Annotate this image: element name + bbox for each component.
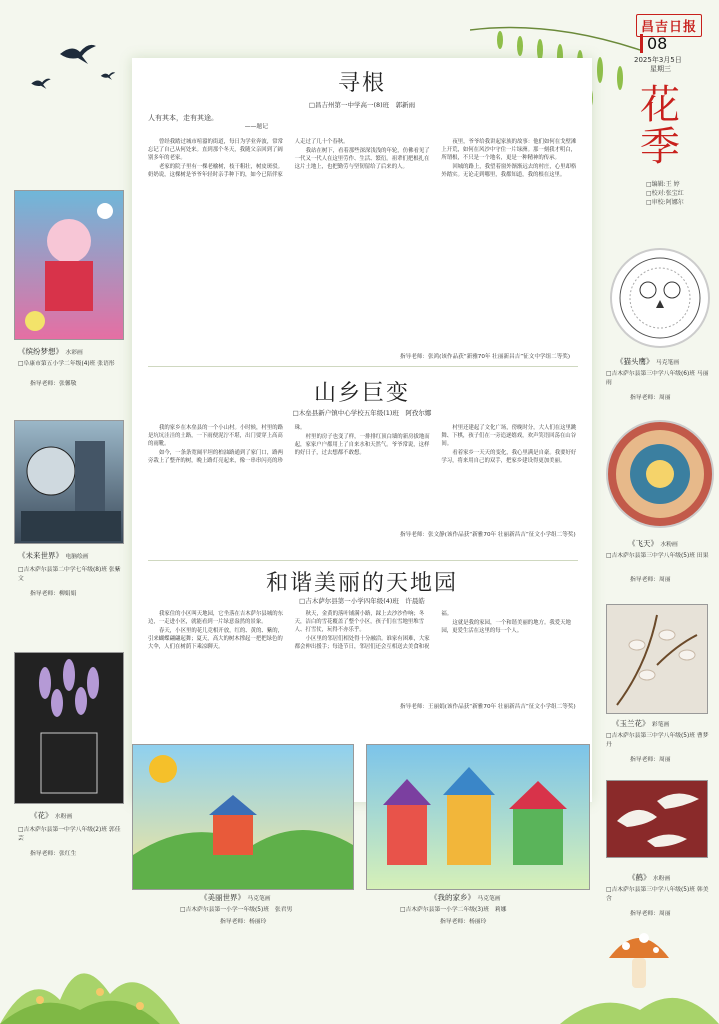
paragraph: 夜里，爷爷给我讲起家族的故事：他们如何在戈壁滩上开荒，如何在风沙中守住一片绿洲。那一刻我才明白，所谓根，不只是一个地名，更是一种精神的传承。 — [441, 139, 577, 161]
page-number: 08 — [640, 34, 667, 53]
artwork-medium: 水粉画 — [652, 876, 671, 882]
article-byline: □吉木萨尔县第一小学四年级(4)班 许晨皓 — [299, 597, 425, 605]
masthead-logo: 昌吉日报 — [636, 14, 702, 37]
artwork-tutor: 指导老师：杨丽玲 — [220, 919, 267, 925]
editor-credits — [646, 180, 684, 207]
artwork-author: □吉木萨尔县第三中学八年级(5)班 韩美含 — [606, 887, 709, 902]
artwork-author: □吉木萨尔县第三中学八年级(5)班 曹梦丹 — [606, 733, 709, 748]
article-tutor: 指导老师：张鸿(该作品获“新雅70年 壮丽新昌吉”征文中学组二等奖) — [400, 354, 571, 360]
artwork-medium: 彩笔画 — [651, 722, 670, 728]
artwork-image — [366, 744, 590, 890]
editor-line: □审校:阿娜尔 — [646, 199, 684, 206]
paragraph: 老家的院子里有一棵老榆树，枝干粗壮，树皮斑驳。奶奶说，这棵树是爷爷年轻时亲手种下的，如今已陪伴家人走过了几十个春秋。 — [148, 139, 349, 178]
artwork-tutor: 指导老师：杨丽玲 — [440, 919, 487, 925]
artwork-title: 《花》 — [30, 811, 53, 820]
swallow-icon — [58, 40, 98, 66]
artwork-image — [606, 420, 714, 528]
artwork-caption — [628, 538, 718, 550]
artwork-caption — [616, 356, 716, 368]
artwork-author: □吉木萨尔县第一小学二年级(3)班 莉娜 — [400, 907, 507, 913]
artwork-caption — [200, 892, 320, 904]
artwork-image — [14, 190, 124, 340]
artwork-tutor: 指导老师：张馨敬 — [30, 381, 77, 387]
artwork-caption — [430, 892, 550, 904]
artwork-medium: 水粉画 — [54, 814, 73, 820]
issue-date: 2025年3月5日 — [634, 56, 682, 64]
article-body — [148, 424, 578, 528]
artwork-title: 《玉兰花》 — [612, 719, 650, 728]
artwork-image — [14, 420, 124, 544]
artwork-title: 《猫头鹰》 — [616, 357, 654, 366]
paragraph: 看着家乡一天天的变化，我心里满是自豪。我要好好学习，将来用自己的双手，把家乡建设得更加美丽。 — [441, 450, 577, 464]
paragraph: 如今，一条条宽阔平坦的柏油路通到了家门口，路两旁栽上了整齐的树，晚上路灯亮起来，像一串串闪亮的珍珠。 — [148, 425, 306, 464]
artwork-tutor: 指导老师：柳娟娟 — [30, 591, 77, 597]
artwork-medium: 水彩画 — [65, 350, 83, 356]
paragraph: 我家住的小区叫天地园，它坐落在吉木萨尔县城的东边，一走进小区，就能看到一片绿意盎然的景象。 — [148, 611, 283, 625]
artwork-image — [606, 604, 708, 714]
artwork-caption — [30, 810, 130, 822]
grass-icon — [0, 930, 180, 1024]
paragraph: 春天，小区里的花儿竞相开放，红的、黄的、紫的，引来蝴蝶翩翩起舞；夏天，高大的树木撑起一把把绿色的大伞，人们在树荫下乘凉聊天。 — [148, 628, 283, 650]
artwork-author: □阜康市第五小学二年级(4)班 张语彤 — [18, 361, 115, 367]
artwork-caption — [628, 872, 718, 884]
paragraph: 我的家乡在木垒县的一个小山村。小时候，村里的路是坑坑洼洼的土路，一下雨便泥泞不堪，出门要穿上高高的雨靴。 — [148, 425, 283, 447]
artwork-title: 《未来世界》 — [18, 551, 63, 560]
artwork-medium: 水粉画 — [660, 542, 678, 548]
artwork-caption — [18, 550, 128, 562]
article-tutor: 指导老师：王丽娟(该作品获“新雅70年 壮丽新昌吉”征文小学组二等奖) — [400, 704, 576, 710]
artwork-image — [14, 652, 124, 804]
artwork-image — [606, 780, 708, 858]
article-title: 寻根 — [337, 71, 386, 96]
artwork-title: 《缤纷梦想》 — [18, 347, 63, 356]
artwork-medium: 电脑绘画 — [65, 554, 89, 560]
paragraph: 这就是我的家园，一个和谐美丽的地方。我爱天地园，更爱生活在这里的每一个人。 — [441, 620, 571, 634]
artwork-medium: 马克笔画 — [477, 896, 501, 902]
article-body — [148, 138, 578, 350]
article-byline: □昌吉州第一中学高一(8)班 郭新雨 — [308, 101, 416, 109]
section-title: 花季 — [640, 82, 680, 170]
artwork-image — [610, 248, 710, 348]
artwork-title: 《鹤》 — [628, 873, 651, 882]
paragraph: 小区里的邻居们相处得十分融洽。谁家有困难，大家都会伸出援手；每逢节日，邻居们还会互相送去美食和祝福。 — [294, 611, 453, 650]
article-title: 和谐美丽的天地园 — [265, 571, 458, 596]
artwork-image — [132, 744, 354, 890]
grass-icon — [560, 980, 719, 1024]
article-body — [148, 610, 578, 700]
issue-weekday: 星期三 — [650, 65, 671, 73]
swallow-icon — [100, 70, 116, 81]
article-title: 山乡巨变 — [313, 381, 410, 406]
artwork-tutor: 指导老师：周丽 — [630, 911, 671, 917]
artwork-tutor: 指导老师：周丽 — [630, 395, 671, 401]
artwork-author: □吉木萨尔县第一中学八年级(2)班 郭佳芸 — [18, 827, 121, 842]
artwork-tutor: 指导老师：张红生 — [30, 851, 77, 857]
quote-text: 人有其本，走有其途。 — [148, 114, 218, 122]
artwork-author: □吉木萨尔县第三中学八年级(5)班 田果 — [606, 553, 709, 559]
artwork-author: □吉木萨尔县第二中学七年级(8)班 张紫文 — [18, 567, 121, 582]
artwork-medium: 马克笔画 — [247, 896, 271, 902]
swallow-icon — [30, 76, 52, 90]
artwork-caption — [18, 346, 128, 358]
editor-line: □编辑:王 婷 — [646, 181, 680, 188]
artwork-author: □吉木萨尔县第三中学八年级(6)班 马丽雨 — [606, 371, 709, 386]
article-tutor: 指导老师：张文静(该作品获“新雅70年 壮丽新昌吉”征文小学组二等奖) — [400, 532, 576, 538]
article-byline: □木垒县新户镇中心学校五年级(1)班 阿孜尔娜 — [292, 409, 432, 417]
editor-line: □校对:张宝红 — [646, 190, 684, 197]
divider — [148, 366, 578, 367]
divider — [148, 560, 578, 561]
paragraph: 村里的房子也变了样，一排排红顶白墙的新房拔地而起，家家户户都用上了自来水和天然气。爷爷常说，这样的好日子，过去想都不敢想。 — [294, 434, 430, 456]
artwork-tutor: 指导老师：周丽 — [630, 577, 671, 583]
paragraph: 村里还建起了文化广场，傍晚时分，大人们在这里跳舞、下棋，孩子们在一旁追逐嬉戏，欢声笑语回荡在山谷间。 — [441, 425, 577, 447]
artwork-title: 《我的家乡》 — [430, 893, 475, 902]
paragraph: 秋天，金黄的落叶铺满小路，踩上去沙沙作响；冬天，洁白的雪花覆盖了整个小区，孩子们在雪地里堆雪人、打雪仗，玩得不亦乐乎。 — [294, 611, 425, 633]
artwork-caption — [612, 718, 712, 730]
artwork-tutor: 指导老师：周丽 — [630, 757, 671, 763]
paragraph: 回城的路上，我望着窗外渐渐远去的村庄，心里却格外踏实。无论走到哪里，我都知道，我的根在这里。 — [441, 164, 577, 178]
paragraph: 我站在树下，看着那些深深浅浅的年轮，仿佛看见了一代又一代人在这里劳作、生活、繁衍。祖辈们把根扎在这片土地上，也把勤劳与坚韧留给了后来的人。 — [294, 148, 430, 170]
artwork-medium: 马克笔画 — [655, 360, 680, 366]
quote-source: ——题记 — [244, 124, 268, 130]
artwork-author: □吉木萨尔县第一小学一年级(5)班 张君男 — [180, 907, 293, 913]
artwork-title: 《美丽世界》 — [200, 893, 245, 902]
artwork-title: 《飞天》 — [628, 539, 658, 548]
quote — [148, 114, 268, 132]
paragraph: 曾经我踏过城市喧嚣的街道，每日为学业奔波，常常忘记了自己从何处来。直到那个冬天，我随父亲回到了阔别多年的老家。 — [148, 139, 283, 161]
